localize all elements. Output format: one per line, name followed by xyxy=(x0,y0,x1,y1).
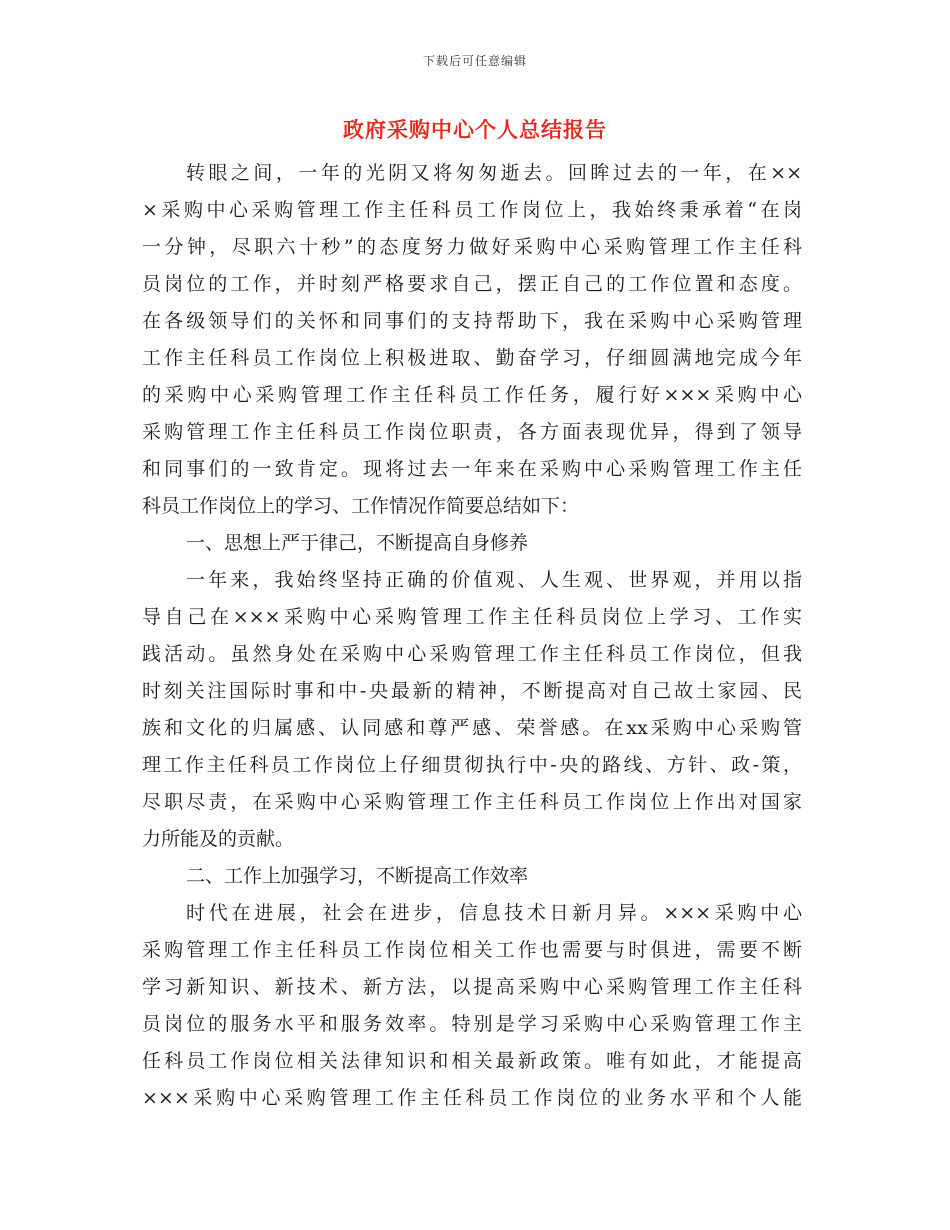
body-line: 工作主任科员工作岗位上积极进取、勤奋学习，仔细圆满地完成今年 xyxy=(142,347,802,369)
body-line: 员岗位的工作，并时刻严格要求自己，摆正自己的工作位置和态度。 xyxy=(142,273,802,295)
body-line: 采购管理工作主任科员工作岗位职责，各方面表现优异，得到了领导 xyxy=(142,421,802,443)
body-line: 和同事们的一致肯定。现将过去一年来在采购中心采购管理工作主任 xyxy=(142,458,802,480)
body-line: 力所能及的贡献。 xyxy=(142,828,295,850)
body-line: 族和文化的归属感、认同感和尊严感、荣誉感。在xx采购中心采购管 xyxy=(142,717,802,739)
body-line: 尽职尽责，在采购中心采购管理工作主任科员工作岗位上作出对国家 xyxy=(142,791,802,813)
body-line: 理工作主任科员工作岗位上仔细贯彻执行中-央的路线、方针、政-策， xyxy=(142,754,802,776)
header-note: 下载后可任意编辑 xyxy=(422,54,527,68)
body-line: 时代在进展，社会在进步，信息技术日新月异。×××采购中心 xyxy=(186,902,802,924)
body-line: 一年来，我始终坚持正确的价值观、人生观、世界观，并用以指 xyxy=(186,569,802,591)
body-line: 任科员工作岗位相关法律知识和相关最新政策。唯有如此，才能提高 xyxy=(142,1050,802,1072)
body-line: 的采购中心采购管理工作主任科员工作任务，履行好×××采购中心 xyxy=(142,384,802,406)
document-body xyxy=(142,155,802,1117)
body-line: 员岗位的服务水平和服务效率。特别是学习采购中心采购管理工作主 xyxy=(142,1013,802,1035)
body-line: 时刻关注国际时事和中-央最新的精神，不断提高对自己故土家园、民 xyxy=(142,680,802,702)
body-line: 践活动。虽然身处在采购中心采购管理工作主任科员工作岗位，但我 xyxy=(142,643,802,665)
section-heading: 二、工作上加强学习，不断提高工作效率 xyxy=(186,865,529,887)
body-line: ×采购中心采购管理工作主任科员工作岗位上，我始终秉承着“在岗 xyxy=(142,199,802,221)
document-title: 政府采购中心个人总结报告 xyxy=(343,117,607,142)
body-line: ×××采购中心采购管理工作主任科员工作岗位的业务水平和个人能 xyxy=(142,1087,802,1109)
body-line: 采购管理工作主任科员工作岗位相关工作也需要与时俱进，需要不断 xyxy=(142,939,802,961)
body-line: 导自己在×××采购中心采购管理工作主任科员岗位上学习、工作实 xyxy=(142,606,802,628)
section-heading: 一、思想上严于律己，不断提高自身修养 xyxy=(186,532,529,554)
body-line: 科员工作岗位上的学习、工作情况作简要总结如下： xyxy=(142,495,580,517)
body-line: 学习新知识、新技术、新方法，以提高采购中心采购管理工作主任科 xyxy=(142,976,802,998)
body-line: 一分钟，尽职六十秒”的态度努力做好采购中心采购管理工作主任科 xyxy=(142,236,802,258)
body-line: 在各级领导们的关怀和同事们的支持帮助下，我在采购中心采购管理 xyxy=(142,310,802,332)
body-line: 转眼之间，一年的光阴又将匆匆逝去。回眸过去的一年，在×× xyxy=(186,162,802,184)
